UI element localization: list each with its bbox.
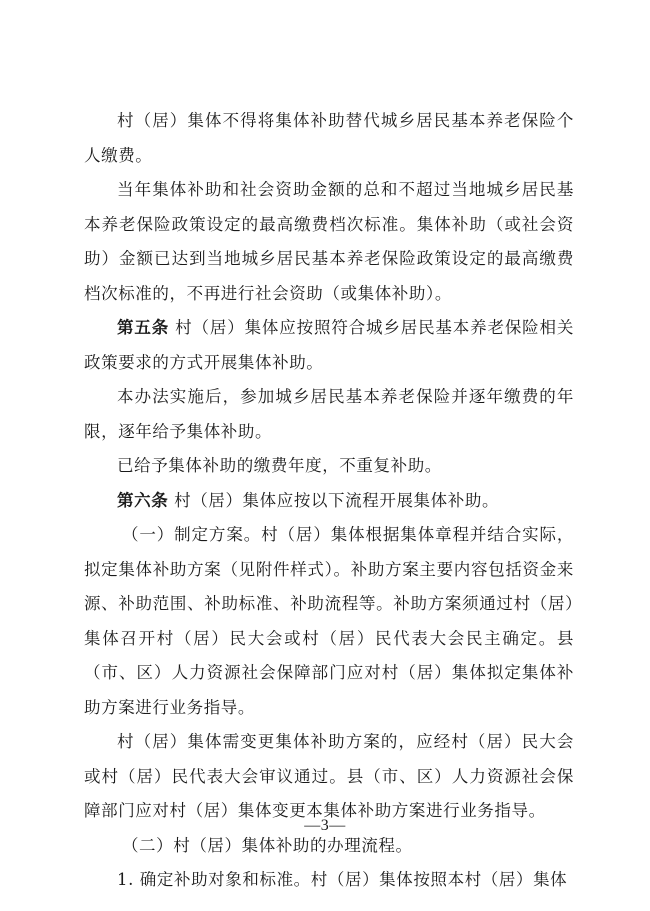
paragraph-change-plan: 村（居）集体需变更集体补助方案的，应经村（居）民大会或村（居）民代表大会审议通过。县（市、区）人力资源社会保障部门应对村（居）集体变更本集体补助方案进行业务指导。 [84,732,574,820]
paragraph-collective-subsidy-not-replace: 村（居）集体不得将集体补助替代城乡居民基本养老保险个人缴费。 [84,111,574,165]
article-5-heading: 第五条 [117,318,170,337]
paragraph-article-5 [84,311,574,380]
paragraph-step-1: 1. 确定补助对象和标准。村（居）集体按照本村（居）集体 [117,870,568,889]
paragraph-article-6 [84,484,574,519]
paragraph-make-plan: （一）制定方案。村（居）集体根据集体章程并结合实际，拟定集体补助方案（见附件样式）。补助方案主要内容包括资金来源、补助范围、补助标准、补助流程等。补助方案须通过村（居）集体召开村（居）民大会或村（居）民代表大会民主确定。县（市、区）人力资源社会保障部门应对村（居）集体拟定集体补助方案进行业务指导。 [84,525,574,717]
paragraph-yearly-subsidy: 本办法实施后，参加城乡居民基本养老保险并逐年缴费的年限，逐年给予集体补助。 [84,387,574,441]
article-6-heading: 第六条 [117,490,169,510]
body-text [84,104,574,898]
article-6-text: 村（居）集体应按以下流程开展集体补助。 [168,490,500,510]
paragraph-subsidy-cap: 当年集体补助和社会资助金额的总和不超过当地城乡居民基本养老保险政策设定的最高缴费档次标准。集体补助（或社会资助）金额已达到当地城乡居民基本养老保险政策设定的最高缴费档次标准的，不再进行社会资助（或集体补助）。 [84,180,574,303]
paragraph-no-duplicate: 已给予集体补助的缴费年度，不重复补助。 [117,456,442,475]
page-number: —3— [304,817,346,834]
article-5-text: 村（居）集体应按照符合城乡居民基本养老保险相关政策要求的方式开展集体补助。 [84,318,574,372]
paragraph-process-heading: （二）村（居）集体补助的办理流程。 [121,835,413,855]
